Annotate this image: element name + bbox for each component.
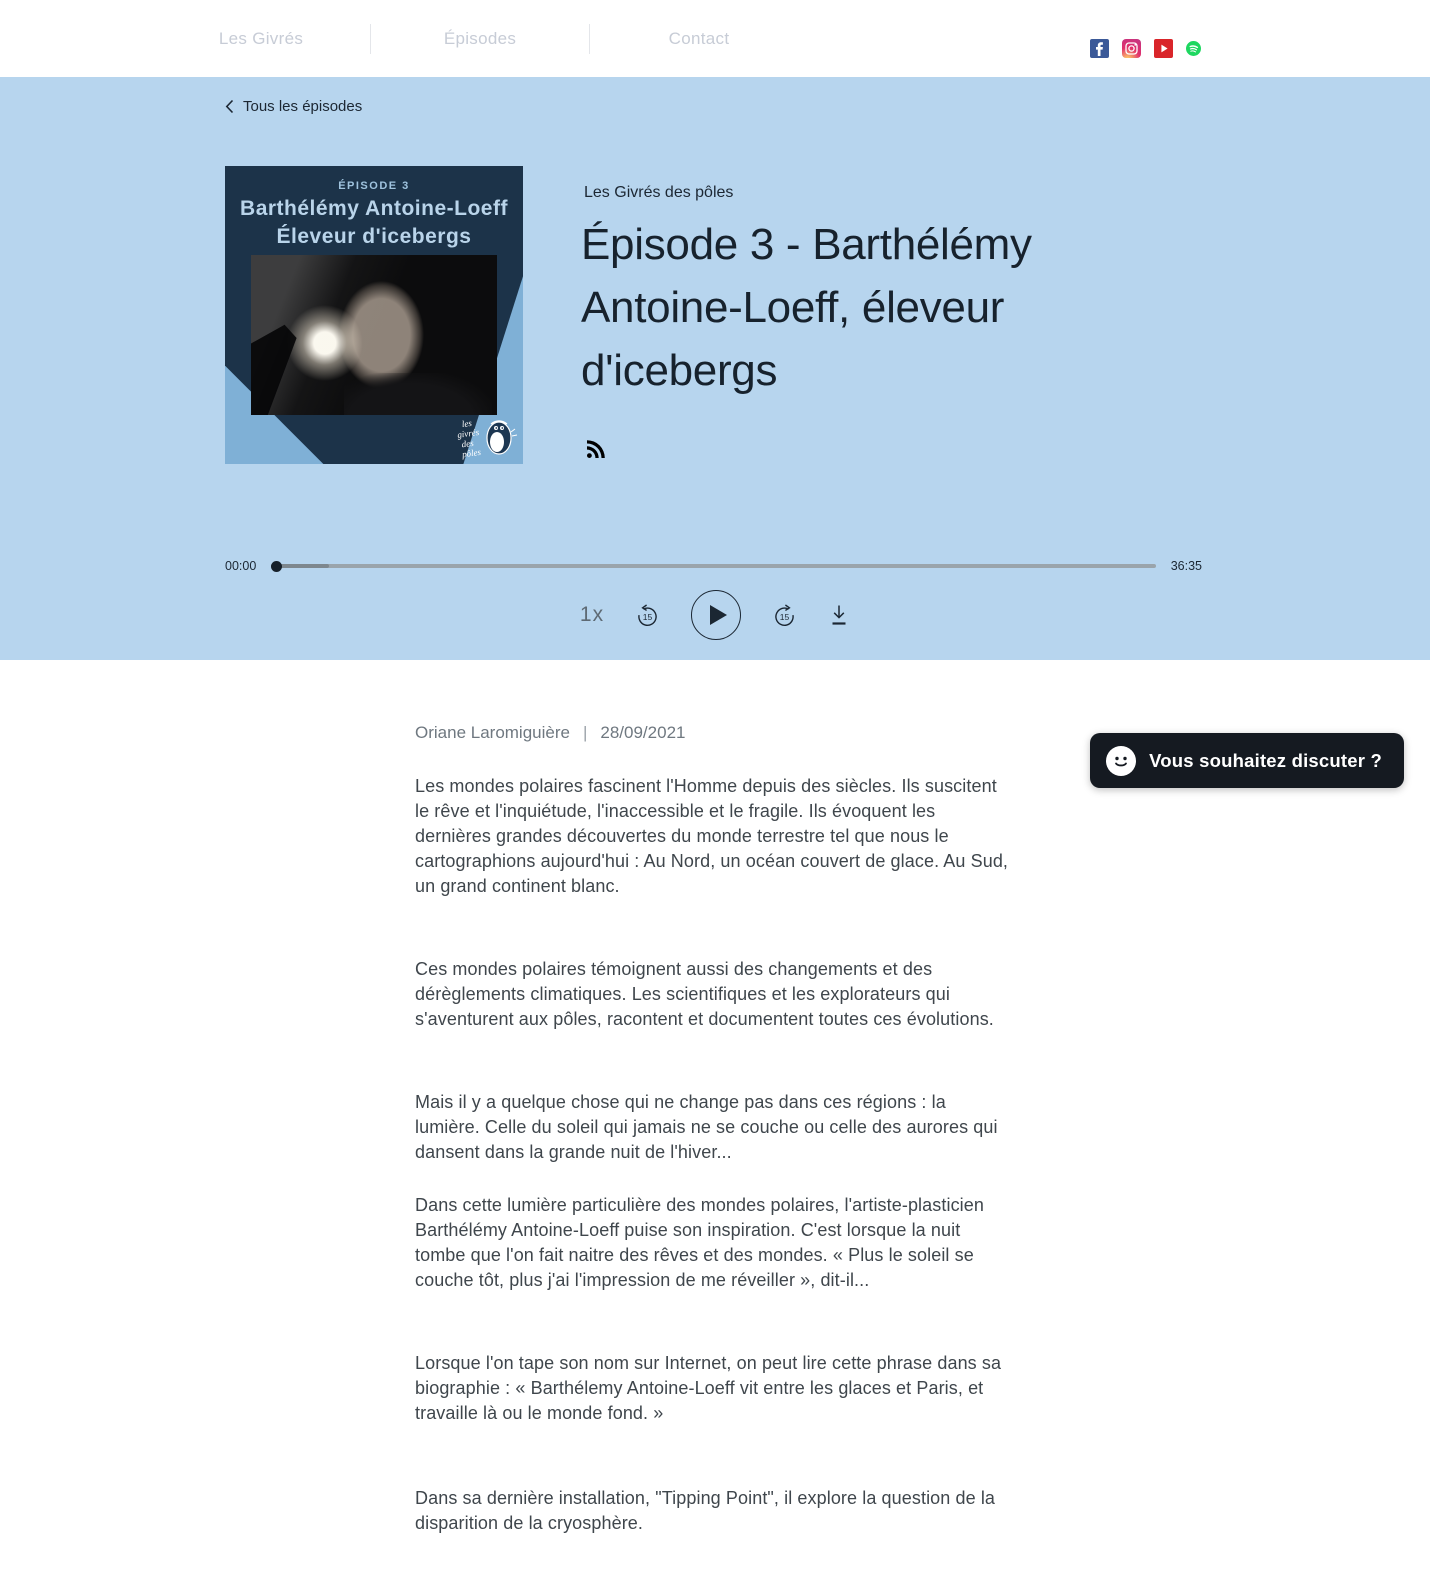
- chat-label: Vous souhaitez discuter ?: [1149, 749, 1382, 771]
- chat-smiley-icon: [1106, 746, 1136, 776]
- nav-item-les-givres[interactable]: Les Givrés: [218, 28, 304, 48]
- facebook-icon: [1090, 39, 1109, 58]
- top-nav-bar: [0, 0, 1430, 77]
- episode-title: Épisode 3 - Barthélémy Antoine-Loeff, éleveur d'icebergs: [581, 220, 1032, 395]
- spotify-link[interactable]: [1186, 41, 1201, 56]
- cover-photo: [251, 255, 497, 415]
- cover-title-line2: Éleveur d'icebergs: [276, 225, 472, 248]
- chat-widget[interactable]: [1090, 733, 1404, 788]
- author-name: Oriane Laromiguière: [415, 723, 570, 742]
- cover-title-line1: Barthélémy Antoine-Loeff: [240, 197, 508, 220]
- article-paragraph: Les mondes polaires fascinent l'Homme depuis des siècles. Ils suscitent le rêve et l'inquiétude, l'inaccessible et le fragile. Ils évoquent les dernières grandes découvertes du monde terrestre tel que nous le cartographions aujourd'hui : Au Nord, un océan couvert de glace. Au Sud, un grand continent blanc.: [415, 776, 1009, 896]
- instagram-icon: [1122, 39, 1141, 58]
- byline-separator: |: [582, 723, 588, 742]
- seek-track: [271, 564, 1156, 568]
- back-to-episodes-link[interactable]: [225, 98, 362, 115]
- youtube-link[interactable]: [1154, 39, 1173, 58]
- article-paragraph: Mais il y a quelque chose qui ne change pas dans ces régions : la lumière. Celle du soleil qui jamais ne se couche ou celle des aurores qui dansent dans la grande nuit de l'hiver...: [415, 1092, 998, 1162]
- play-icon: [710, 605, 727, 625]
- rss-button[interactable]: [584, 437, 608, 461]
- seek-bar[interactable]: [271, 560, 1156, 572]
- nav-item-contact[interactable]: Contact: [668, 28, 730, 48]
- chevron-left-icon: [225, 99, 234, 114]
- svg-text:pôles: pôles: [461, 446, 482, 460]
- social-links: [1090, 39, 1201, 58]
- skip-forward-icon: [771, 602, 798, 629]
- download-button[interactable]: [828, 603, 850, 627]
- download-icon: [828, 603, 850, 627]
- article: [0, 660, 1430, 1536]
- cover-episode-label: ÉPISODE 3: [338, 180, 410, 192]
- article-paragraph: Ces mondes polaires témoignent aussi des changements et des dérèglements climatiques. Les scientifiques et les explorateurs qui s'aventurent aux pôles, racontent et documentent toutes ces évolutions.: [415, 959, 994, 1029]
- episode-cover: [225, 166, 523, 464]
- article-paragraph: Lorsque l'on tape son nom sur Internet, on peut lire cette phrase dans sa biographie : « Barthélemy Antoine-Loeff vit entre les glaces et Paris, et travaille là ou le monde fond. »: [415, 1353, 1002, 1423]
- youtube-icon: [1154, 39, 1173, 58]
- svg-text:15: 15: [642, 611, 653, 622]
- player-timeline: [225, 559, 1202, 573]
- publish-date: 28/09/2021: [600, 723, 686, 742]
- series-name: Les Givrés des pôles: [584, 184, 734, 201]
- rss-icon: [584, 437, 608, 461]
- back-link-label: Tous les épisodes: [243, 98, 363, 115]
- svg-text:15: 15: [779, 611, 790, 622]
- current-time: 00:00: [225, 559, 257, 573]
- facebook-link[interactable]: [1090, 39, 1109, 58]
- article-paragraph: Dans cette lumière particulière des mondes polaires, l'artiste-plasticien Barthélémy Antoine-Loeff puise son inspiration. C'est lorsque la nuit tombe que l'on fait naitre des rêves et des mondes. « Plus le soleil se couche tôt, plus j'ai l'impression de me réveiller », dit-il...: [415, 1195, 984, 1290]
- article-paragraph: Dans sa dernière installation, "Tipping Point", il explore la question de la disparition de la cryosphère.: [415, 1488, 996, 1533]
- svg-text:givrés: givrés: [456, 426, 480, 440]
- instagram-link[interactable]: [1122, 39, 1141, 58]
- skip-back-15-button[interactable]: [634, 602, 661, 629]
- penguin-mascot: [487, 421, 517, 454]
- duration: 36:35: [1170, 559, 1202, 573]
- seek-handle[interactable]: [271, 561, 282, 572]
- nav-item-episodes[interactable]: Épisodes: [443, 28, 517, 48]
- player-controls: [0, 585, 1430, 645]
- podcast-logo: [451, 398, 521, 464]
- hero-section: [0, 77, 1430, 660]
- main-nav: [152, 0, 808, 77]
- playback-speed-button[interactable]: 1x: [579, 603, 605, 626]
- svg-text:des: des: [460, 437, 475, 450]
- skip-forward-15-button[interactable]: [771, 602, 798, 629]
- svg-text:les: les: [461, 417, 473, 430]
- spotify-icon: [1186, 41, 1201, 56]
- play-button[interactable]: [691, 590, 741, 640]
- skip-back-icon: [634, 602, 661, 629]
